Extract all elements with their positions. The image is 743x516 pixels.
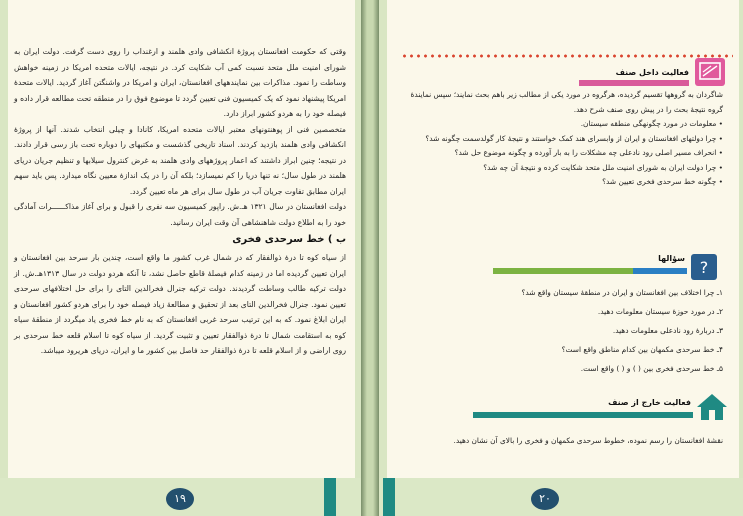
right-page — [379, 0, 743, 516]
right-page-footer — [379, 478, 743, 516]
class-activity-title: فعالیت داخل صنف — [615, 68, 689, 77]
questions-icon — [691, 254, 717, 280]
class-activity-icon — [695, 58, 725, 86]
left-page-body — [14, 44, 346, 359]
questions-bar-green — [493, 268, 633, 274]
left-teal-bar — [324, 478, 336, 516]
questions-list — [403, 283, 723, 378]
question-1: ۱ـ چرا اختلاف بین افغانستان و ایران در منطقهٔ سیستان واقع شد؟ — [521, 288, 723, 297]
activity-item: • معلومات در مورد چگونهگی منطقه سیستان. — [580, 119, 723, 128]
questions-title: سؤالها — [658, 254, 685, 263]
section-heading-fakhri: ب ) خط سرحدی فخری — [232, 234, 346, 245]
page-number-left: ۱۹ — [166, 488, 194, 510]
question-4: ۴ـ خط سرحدی مکمهان بین کدام مناطق واقع است؟ — [561, 345, 723, 354]
question-3: ۳ـ دربارهٔ رود نادعلی معلومات دهید. — [612, 326, 723, 335]
paragraph-fakhri: از سیاه کوه تا درهٔ ذوالفقار که در شمال غرب کشور ما واقع است، چندین بار سرحد بین افغانستان و ایران تعیین گردیده اما در زمینه کدام فیصلهٔ قاطع حاصل نشد، تا آنکه هردو دولت در سال ۱۳۱۳هـ.ش. از دولت ترکیه طالب وساطت گردیدند. دولت ترکیه جنرال فخرالدین التای را برای حل اختلافهای سرحدی تعیین نمود. جنرال فخرالدین التای بعد از تحقیق و مطالعهٔ زیاد فیصله خود را برای هردو کشور افغانستان و ایران ابلاغ نمود. که به این ترتیب سرحد غربی افغانستان که به نام خط فخری یاد میگردد از منطقهٔ سیاه کوه به استقامت شمال تا درهٔ ذوالفقار تعیین و تثبیت گردید. از سیاه کوه تا اسلام قلعه خط سرحدی بر روی اراضی و از اسلام قلعه تا درهٔ ذوالفقار حد فاصل بین کشور ما و ایران، دریای هریرود میباشد. — [14, 253, 346, 355]
activity-item: • چرا دولتهای افغانستان و ایران از وابسرای هند کمک خواستند و نتیجهٔ کار گولدسمت چگونه شد؟ — [425, 133, 723, 143]
right-teal-bar — [383, 478, 395, 516]
dotted-divider — [401, 54, 733, 58]
question-5: ۵ـ خط سرحدی فخری بین ( ) و ( ) واقع است. — [580, 364, 723, 373]
outside-activity-title: فعالیت خارج از صنف — [608, 398, 691, 407]
activity-item: • انحراف مسیر اصلی رود نادعلی چه مشکلات را به بار آورده و چگونه موضوع حل شد؟ — [454, 148, 723, 157]
left-page — [0, 0, 361, 516]
paragraph-2: متخصصین فنی از پوهنتونهای معتبر ایالات متحده امریکا، کانادا و چیلی انتخاب شدند. آنها از پروژهٔ انکشافی وادی هلمند بازدید کردند. اسناد تاریخی گذشست و مکتبهای را دوباره تحت باز رسی قرار دادند. در نتیجه؛ چنین ابراز داشتند که اعمار پروژههای وادی هلمند به غرض کنترول سیلابها و تنظیم جریان دریای هلمند در طول سال؛ نه تنها دریا را کم نمیسازد؛ بلکه آن را در یک اندازهٔ معیین نگاه میدارد. پس باید سهم ایران مطابق تفاوت جریان آب در طول سال برای هر ماه تعیین گردد. — [14, 124, 346, 196]
paragraph-1: وقتی که حکومت افغانستان پروژهٔ انکشافی وادی هلمند و ارغنداب را روی دست گرفت. دولت ایران به شورای امنیت ملل متحد نسبت کمی آب شکایت کرد. در نتیجه، ایالات متحده امریکا در زمینه خواهش وساطت را نمود. مذاکرات بین نمایندههای افغانستان، ایران و امریکا در واشنگتن آغاز گردید. ایالات متحدهٔ امریکا پیشنهاد نمود که یک کمیسیون فنی تعیین گردد تا موضوع فوق را در منطقه تحت مطالعه قرار داده و فیصله خود را به هردو کشور ابراز دارد. — [14, 47, 346, 118]
activity-item: • چرا دولت ایران به شورای امنیت ملل متحد شکایت کرده و نتیجهٔ آن چه شد؟ — [483, 162, 723, 172]
activity-item: • چگونه خط سرحدی فخری تعیین شد؟ — [602, 177, 723, 186]
book-gutter — [361, 0, 379, 516]
questions-bar-blue — [633, 268, 687, 274]
paragraph-3: دولت افغانستان در سال ۱۳۲۱ هـ.ش. راپور کمیسیون سه نفری را قبول و برای آغاز مذاکــــــرات آمادگی خود را به اطلاع دولت شاهنشاهی آن وقت ایران رسانید. — [14, 202, 346, 227]
page-number-right: ۲۰ — [531, 488, 559, 510]
class-activity-bar — [579, 80, 689, 86]
outside-activity-bar — [473, 412, 693, 418]
question-2: ۲ـ در مورد حوزهٔ سیستان معلومات دهید. — [597, 307, 723, 316]
svg-text:?: ? — [699, 258, 709, 277]
class-activity-body — [403, 88, 723, 190]
activity-intro: شاگردان به گروهها تقسیم گردیده، هرگروه در مورد یکی از مطالب زیر باهم بحث نمایند؛ سپس نمایندهٔ گروه نتیجهٔ بحث را در پیش روی صنف شرح دهد. — [410, 90, 723, 114]
home-icon — [695, 392, 729, 422]
outside-activity-text: نقشهٔ افغانستان را رسم نموده، خطوط سرحدی مکمهان و فخری را بالای آن نشان دهید. — [453, 436, 723, 445]
